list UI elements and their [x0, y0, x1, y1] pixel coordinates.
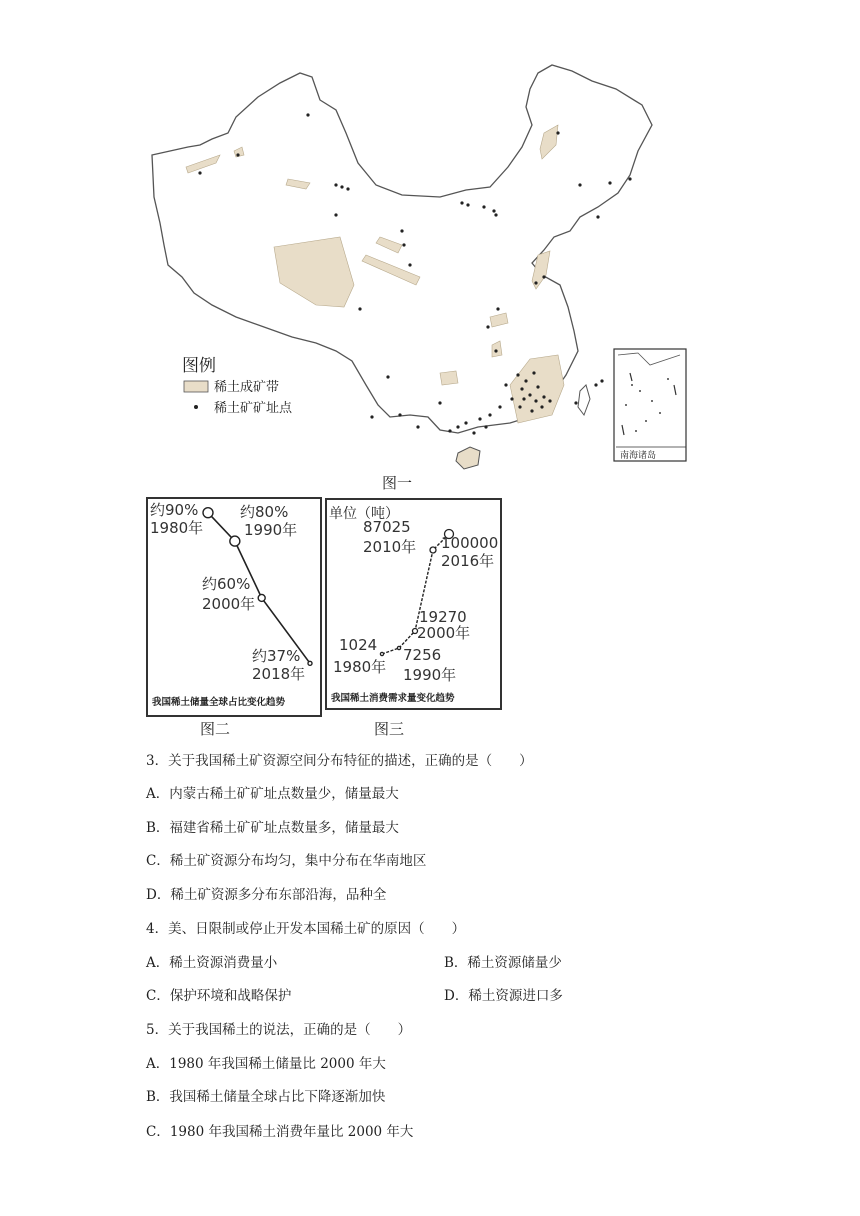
value-label-2016: 100000	[441, 534, 499, 552]
china-rare-earth-map	[140, 55, 700, 470]
figure2-caption: 图二	[200, 720, 231, 738]
legend-site-label: 稀土矿矿址点	[214, 401, 293, 416]
year-label-2018: 2018年	[252, 665, 306, 683]
question-5-stem: 5．关于我国稀土的说法，正确的是（ ）	[146, 1022, 412, 1038]
china-outline	[152, 65, 652, 433]
question-4-option-a: A．稀土资源消费量小	[146, 955, 278, 971]
share-label-2018: 约37%	[252, 647, 301, 665]
question-3-stem: 3．关于我国稀土矿资源空间分布特征的描述，正确的是（ ）	[146, 753, 533, 769]
data-point-1980	[203, 508, 213, 518]
share-label-1980: 约90%	[150, 501, 199, 519]
hainan-island	[456, 447, 480, 469]
legend-title: 图例	[182, 356, 216, 376]
question-5-option-a: A．1980 年我国稀土储量比 2000 年大	[146, 1056, 386, 1072]
question-4-option-d: D．稀土资源进口多	[444, 988, 563, 1004]
unit-label: 单位（吨）	[329, 506, 399, 522]
value-label-1990: 7256	[403, 646, 442, 664]
question-3-option-c: C．稀土矿资源分布均匀，集中分布在华南地区	[146, 853, 427, 869]
value-label-2010: 87025	[363, 518, 411, 536]
legend-site-dot	[194, 405, 198, 409]
question-4-option-b: B．稀土资源储量少	[444, 955, 562, 971]
map-svg	[140, 55, 700, 470]
map-legend	[182, 356, 293, 416]
data-point-1990	[230, 536, 240, 546]
year-label-2000: 2000年	[202, 595, 256, 613]
question-3-option-b: B．福建省稀土矿矿址点数量多，储量最大	[146, 820, 399, 836]
year-label-1990: 1990年	[244, 521, 298, 539]
figure1-caption: 图一	[382, 474, 413, 492]
data-point-2000	[258, 594, 265, 601]
data-point-1990	[397, 646, 400, 649]
share-label-1990: 约80%	[240, 503, 289, 521]
legend-band-label: 稀土成矿带	[214, 380, 280, 395]
question-4-stem: 4．美、日限制或停止开发本国稀土矿的原因（ ）	[146, 921, 466, 937]
inset-label: 南海诸岛	[620, 451, 657, 461]
value-label-2000: 19270	[419, 608, 467, 626]
question-3-option-d: D．稀土矿资源多分布东部沿海，品种全	[146, 887, 387, 903]
figure3-title: 我国稀土消费需求量变化趋势	[331, 693, 455, 704]
question-5-option-c: C．1980 年我国稀土消费年量比 2000 年大	[146, 1124, 414, 1140]
question-5-option-b: B．我国稀土储量全球占比下降逐渐加快	[146, 1089, 386, 1105]
figure2-svg	[148, 499, 320, 715]
figure3-chart	[325, 498, 502, 710]
question-3-option-a: A．内蒙古稀土矿矿址点数量少，储量最大	[146, 786, 399, 802]
figure2-title: 我国稀土储量全球占比变化趋势	[152, 697, 286, 708]
data-point-2010	[430, 547, 436, 553]
legend-band-swatch	[184, 381, 208, 392]
year-label-1980: 1980年	[333, 658, 387, 676]
figure2-chart	[146, 497, 322, 717]
year-label-2016: 2016年	[441, 552, 495, 570]
data-point-1980	[380, 652, 383, 655]
question-4-option-c: C．保护环境和战略保护	[146, 988, 292, 1004]
south-china-sea-inset	[614, 349, 686, 461]
figure3-caption: 图三	[374, 720, 405, 738]
year-label-1980: 1980年	[150, 519, 204, 537]
data-point-2018	[308, 661, 312, 665]
year-label-2010: 2010年	[363, 538, 417, 556]
taiwan-island	[578, 385, 590, 415]
figure3-svg	[327, 500, 500, 708]
year-label-2000: 2000年	[417, 624, 471, 642]
share-label-2000: 约60%	[202, 575, 251, 593]
year-label-1990: 1990年	[403, 666, 457, 684]
value-label-1980: 1024	[339, 636, 378, 654]
